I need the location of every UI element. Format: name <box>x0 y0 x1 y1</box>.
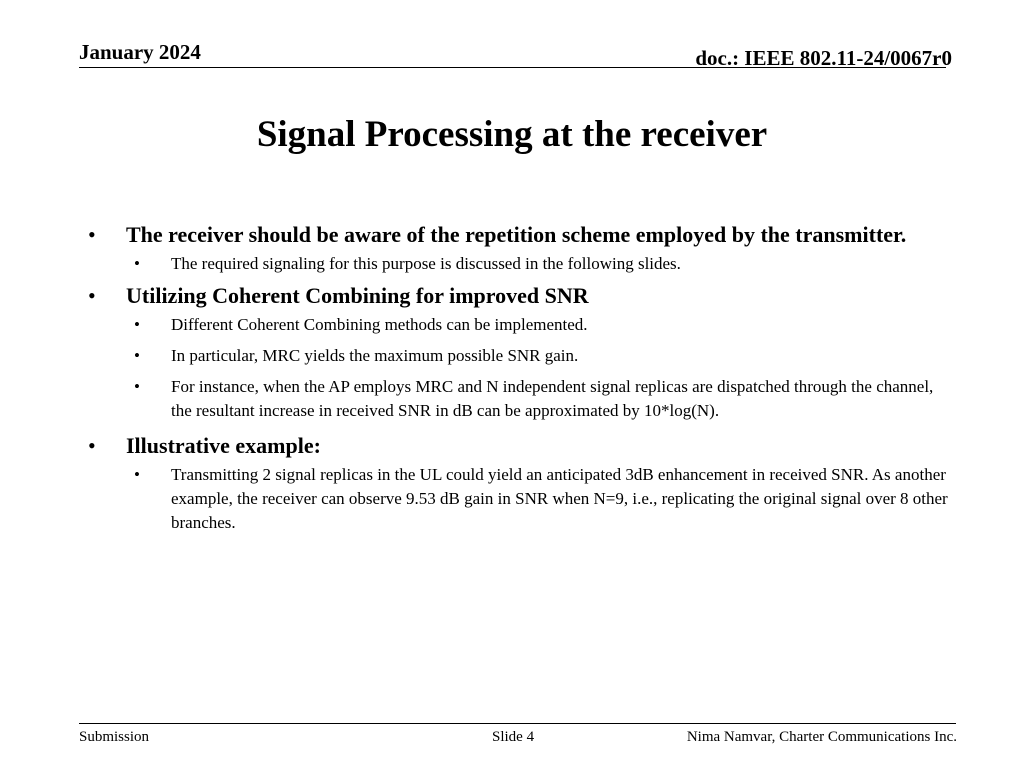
bullet-3-marker: • <box>88 433 96 458</box>
footer-author: Nima Namvar, Charter Communications Inc. <box>686 729 957 745</box>
bullet-3 <box>88 430 948 462</box>
bullet-3-sub-1-text: Transmitting 2 signal replicas in the UL could yield an anticipated 3dB enhancement in received SNR. As another example, the receiver can observe 9.53 dB gain in SNR when N=9, i.e., replicating the original signal over 8 other branches. <box>171 465 948 532</box>
bullet-2-sub-2 <box>134 344 948 368</box>
bullet-3-sub-1-marker: • <box>134 465 140 484</box>
bullet-3-sub-1 <box>134 463 948 535</box>
bullet-2-marker: • <box>88 283 96 308</box>
bullet-2-sub-3-text: For instance, when the AP employs MRC and N independent signal replicas are dispatched through the channel, the resultant increase in received SNR in dB can be approximated by 10*log(N). <box>171 377 934 420</box>
bullet-2-sub-2-marker: • <box>134 346 140 365</box>
header-divider <box>79 67 946 68</box>
bullet-3-text: Illustrative example: <box>126 433 321 458</box>
footer-slide-number: Slide 4 <box>492 729 535 745</box>
bullet-2-text: Utilizing Coherent Combining for improved SNR <box>126 283 589 308</box>
slide-title: Signal Processing at the receiver <box>256 114 768 155</box>
bullet-1-sub-1-marker: • <box>134 254 140 273</box>
bullet-2-sub-3 <box>134 375 948 423</box>
bullet-2-sub-1-text: Different Coherent Combining methods can be implemented. <box>171 315 588 334</box>
bullet-2-sub-1 <box>134 313 948 337</box>
header-date: January 2024 <box>79 40 201 64</box>
bullet-1-sub-1 <box>134 252 948 276</box>
bullet-1-sub-1-text: The required signaling for this purpose is discussed in the following slides. <box>171 254 681 273</box>
slide-body <box>88 219 948 535</box>
bullet-1-marker: • <box>88 222 96 247</box>
bullet-2-sub-1-marker: • <box>134 315 140 334</box>
bullet-1-text: The receiver should be aware of the repetition scheme employed by the transmitter. <box>126 222 907 247</box>
bullet-2 <box>88 280 948 312</box>
bullet-2-sub-3-marker: • <box>134 377 140 396</box>
header-doc-id: doc.: IEEE 802.11-24/0067r0 <box>695 46 952 70</box>
footer-submission: Submission <box>79 729 150 745</box>
bullet-2-sub-2-text: In particular, MRC yields the maximum possible SNR gain. <box>171 346 579 365</box>
bullet-1 <box>88 219 948 251</box>
footer-divider <box>79 723 956 724</box>
